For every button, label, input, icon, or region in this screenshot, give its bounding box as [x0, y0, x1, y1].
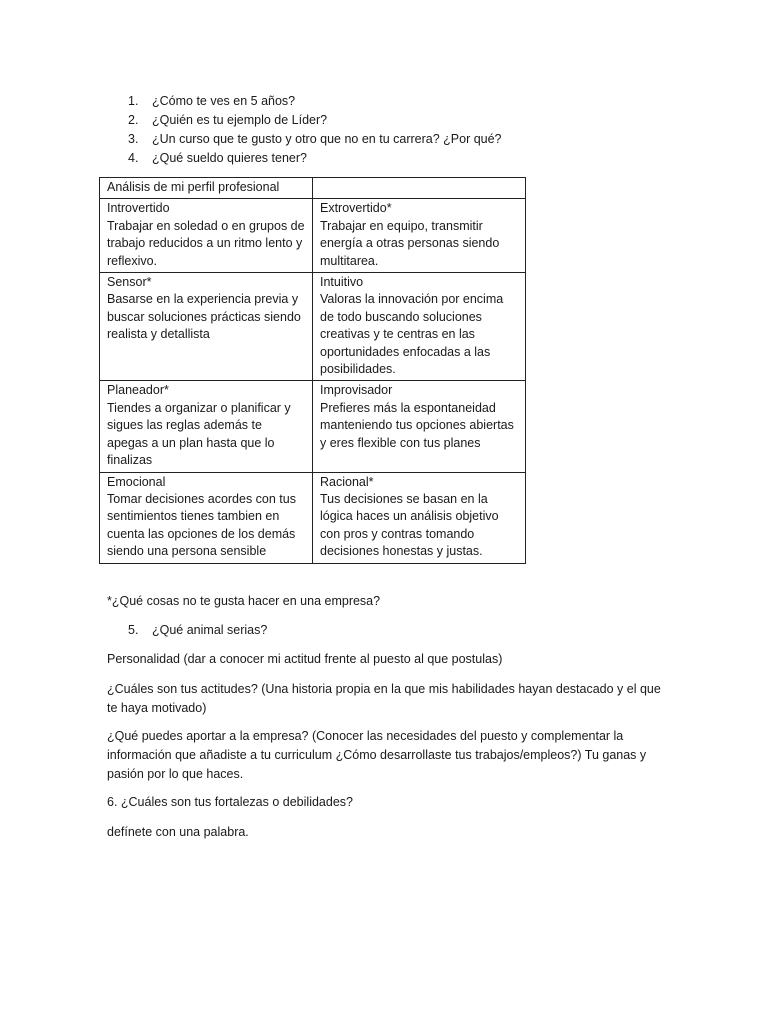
question-text: ¿Cómo te ves en 5 años? — [152, 94, 296, 108]
question-text: ¿Quién es tu ejemplo de Líder? — [152, 113, 328, 127]
trait-description: Trabajar en equipo, transmitir energía a otras personas siendo multitarea. — [320, 218, 500, 268]
trait-description: Tomar decisiones acordes con tus sentimientos tienes tambien en cuenta las opciones de los demás siendo una persona sensible — [107, 491, 296, 559]
question-text: ¿Qué animal serias? — [152, 623, 268, 637]
asterisk-note: *¿Qué cosas no te gusta hacer en una empresa? — [107, 594, 381, 608]
table-cell — [313, 381, 526, 472]
table-row — [100, 381, 526, 472]
table-row — [100, 273, 526, 381]
trait-description: Trabajar en soledad o en grupos de trabajo reducidos a un ritmo lento y reflexivo. — [107, 218, 305, 268]
list-item — [128, 92, 502, 111]
list-number: 4. — [128, 151, 139, 165]
table-row — [100, 472, 526, 563]
table-cell — [313, 273, 526, 381]
trait-title: Introvertido — [107, 201, 170, 216]
trait-title: Racional* — [320, 474, 374, 489]
table-cell — [100, 199, 313, 273]
list-number: 5. — [128, 623, 139, 637]
table-header-cell — [313, 178, 526, 199]
paragraph-attitudes: ¿Cuáles son tus actitudes? (Una historia propia en la que mis habilidades hayan destacado y el que te haya motivado) — [107, 682, 661, 715]
list-item — [128, 111, 502, 130]
paragraph-personality: Personalidad (dar a conocer mi actitud frente al puesto al que postulas) — [107, 652, 503, 666]
trait-title: Emocional — [107, 474, 166, 489]
trait-title: Planeador* — [107, 383, 169, 398]
table-cell — [313, 199, 526, 273]
table-header-row — [100, 178, 526, 199]
paragraph-define-yourself: defínete con una palabra. — [107, 825, 249, 839]
table-row — [100, 199, 526, 273]
list-number: 3. — [128, 132, 139, 146]
table-cell — [100, 273, 313, 381]
list-item — [128, 621, 267, 640]
paragraph-contribution: ¿Qué puedes aportar a la empresa? (Conocer las necesidades del puesto y complementar la información que añadiste a tu curriculum ¿Cómo desarrollaste tus trabajos/empleos?) Tu ganas y pasión por lo que haces. — [107, 729, 647, 781]
trait-description: Prefieres más la espontaneidad manteniendo tus opciones abiertas y eres flexible con tus planes — [320, 400, 514, 450]
trait-description: Valoras la innovación por encima de todo buscando soluciones creativas y te centras en las oportunidades enfocadas a las posibilidades. — [320, 292, 504, 377]
trait-description: Tiendes a organizar o planificar y sigues las reglas además te apegas a un plan hasta que lo finalizas — [107, 400, 291, 468]
table-cell — [313, 472, 526, 563]
question-text: ¿Qué sueldo quieres tener? — [152, 151, 307, 165]
question-list — [128, 92, 502, 168]
list-number: 2. — [128, 113, 139, 127]
paragraph-strengths: 6. ¿Cuáles son tus fortalezas o debilidades? — [107, 795, 353, 809]
trait-title: Extrovertido* — [320, 201, 392, 216]
trait-description: Basarse en la experiencia previa y buscar soluciones prácticas siendo realista y detallista — [107, 292, 301, 342]
trait-description: Tus decisiones se basan en la lógica haces un análisis objetivo con pros y contras tomando decisiones honestas y justas. — [320, 491, 499, 559]
table-cell — [100, 381, 313, 472]
trait-title: Sensor* — [107, 275, 152, 290]
trait-title: Intuitivo — [320, 275, 364, 290]
question-text: ¿Un curso que te gusto y otro que no en tu carrera? ¿Por qué? — [152, 132, 502, 146]
profile-analysis-table — [99, 177, 526, 564]
table-cell — [100, 472, 313, 563]
list-number: 1. — [128, 94, 139, 108]
list-item — [128, 149, 502, 168]
table-header-cell: Análisis de mi perfil profesional — [100, 178, 313, 199]
list-item — [128, 130, 502, 149]
trait-title: Improvisador — [320, 383, 393, 398]
